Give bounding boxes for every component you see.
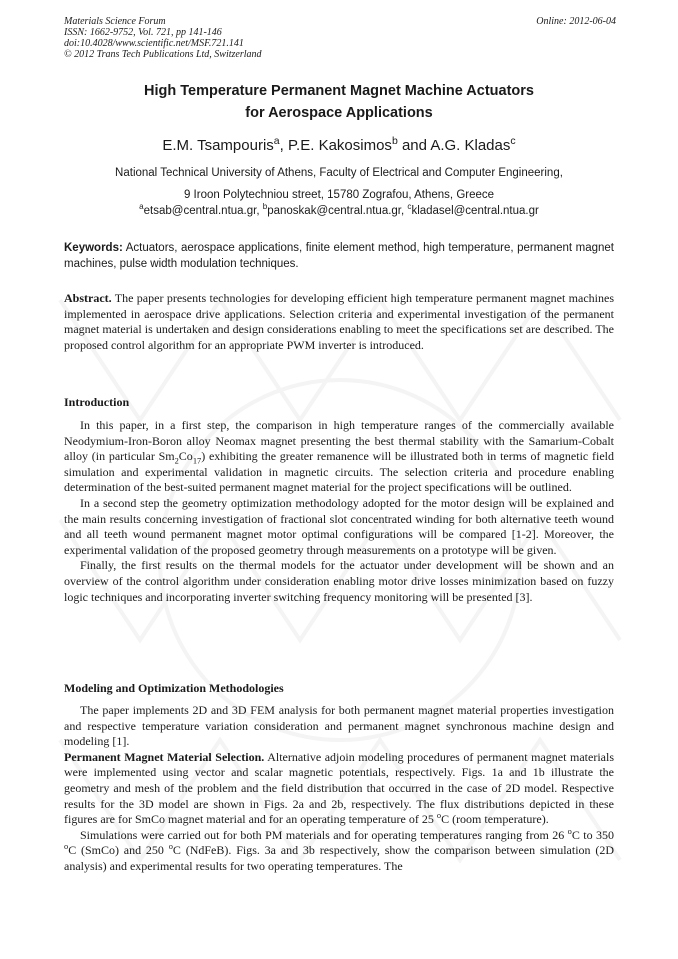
author-separator: and [397,137,431,154]
modeling-body [64,703,614,875]
intro-p1-text: Co [178,449,193,464]
modeling-paragraph-1: The paper implements 2D and 3D FEM analysis for both permanent magnet material properties investigation and respective temperature variation consideration and permanent magnet synchronous machine design and modeling [1]. [64,703,614,749]
affiliation-line-1: National Technical University of Athens, Faculty of Electrical and Computer Engineering, [115,167,563,179]
email-2-affil: b [262,202,268,212]
author-emails [64,202,614,217]
modeling-p2-text: Alternative adjoin modeling procedures of permanent magnet materials were implemented using vector and scalar magnetic potentials, respectively. Figs. 1a and 1b illustrate the geometry and mesh of the problem and the field distribution that occurred in the case of 2D model. Respective results for the 3D model are shown in Figs. 2a and 2b, respectively. The flux distributions depicted in these figures are for SmCo magnet material and for an operating temperature of 25 [64,749,615,827]
affiliation-line-2: 9 Iroon Polytechniou street, 15780 Zografou, Athens, Greece [183,189,495,201]
intro-p1-text: In this paper, in a first step, the comparison in high temperature ranges of the commercially available Neodymium-Iron-Boron alloy Neomax magnet presenting the best thermal stability with the Samarium-Cobalt alloy (in particular Sm [64,418,614,464]
author-2-affil: b [391,135,398,147]
introduction-body [64,418,614,605]
modeling-p2-text: C (room temperature). [441,812,549,827]
modeling-p3-text: Simulations were carried out for both PM materials and for operating temperatures ranging from 26 [80,827,568,842]
modeling-p3-text: C (SmCo) and 250 [68,843,169,858]
email-1: etsab@central.ntua.gr, [143,205,263,217]
issn-line: ISSN: 1662-9752, Vol. 721, pp 141-146 [64,27,222,38]
modeling-p3-text: C (NdFeB). Figs. 3a and 3b respectively, show the comparison between simulation (2D analysis) and experimental results for two operating temperatures. The [64,843,614,873]
email-3-affil: c [407,202,412,212]
degree-sup: o [64,842,69,852]
author-3: A.G. Kladas [430,137,511,154]
subscript: 2 [174,456,179,466]
degree-sup: o [567,826,572,836]
title-line-2: for Aerospace Applications [245,105,433,121]
abstract-label: Abstract. [64,291,112,305]
modeling-paragraph-2 [64,750,614,828]
author-separator: , [279,137,288,154]
doi-line: doi:10.4028/www.scientific.net/MSF.721.141 [64,38,244,49]
degree-sup: o [168,842,173,852]
intro-paragraph-1 [64,418,614,496]
author-3-affil: c [510,135,516,147]
email-1-affil: a [139,202,144,212]
copyright-line: © 2012 Trans Tech Publications Ltd, Switzerland [64,49,262,60]
author-1-affil: a [273,135,280,147]
affiliation [64,162,614,206]
subscript: 17 [192,456,202,466]
intro-paragraph-3: Finally, the first results on the thermal models for the actuator under development will be shown and an overview of the control algorithm under consideration enabling motor drive losses minimization based on fuzzy logic techniques and incorporating inverter switching frequency monitoring will be presented [3]. [64,558,614,604]
email-2: panoskak@central.ntua.gr, [267,205,408,217]
journal-name: Materials Science Forum [64,16,166,27]
author-list [64,137,614,154]
paper-title [64,80,614,124]
keywords [64,240,614,272]
intro-paragraph-2: In a second step the geometry optimization methodology adopted for the motor design will be explained and the main results concerning investigation of fractional slot concentrated winding for both alternative teeth wound and all teeth wound permanent magnet motor optimal configurations will be compared [1-2]. Moreover, the experimental validation of the proposed geometry through measurements on a prototype will be given. [64,495,614,557]
online-date: Online: 2012-06-04 [536,16,616,27]
subsection-label: Permanent Magnet Material Selection. [64,749,265,764]
author-1: E.M. Tsampouris [162,137,274,154]
section-heading-modeling: Modeling and Optimization Methodologies [64,681,284,695]
keywords-label: Keywords: [64,242,123,254]
modeling-paragraph-3 [64,828,614,875]
abstract [64,291,614,353]
modeling-p3-text: C to 350 [571,827,614,842]
section-heading-introduction: Introduction [64,395,130,409]
keywords-text: Actuators, aerospace applications, finite element method, high temperature, permanent magnet machines, pulse width modulation techniques. [64,242,614,270]
intro-p1-text: ) exhibiting the greater remanence will be illustrated both in terms of magnetic field simulation and experimental validation in magnetic circuits. The selection criteria and procedure enabling determination of the best-suited permanent magnet material for the project specifications will be outlined. [64,449,614,495]
journal-header [64,16,616,60]
title-line-1: High Temperature Permanent Magnet Machine Actuators [144,83,534,99]
degree-sup: o [436,811,442,821]
email-3: kladasel@central.ntua.gr [411,205,539,217]
abstract-text: The paper presents technologies for developing efficient high temperature permanent magnet machines implemented in aerospace drive applications. Selection criteria and experimental investigation of the permanent magnet material is undertaken and design considerations enabling to meet the specifications set are described. The proposed control algorithm for an appropriate PWM inverter is introduced. [64,291,614,352]
author-2: P.E. Kakosimos [287,137,392,154]
